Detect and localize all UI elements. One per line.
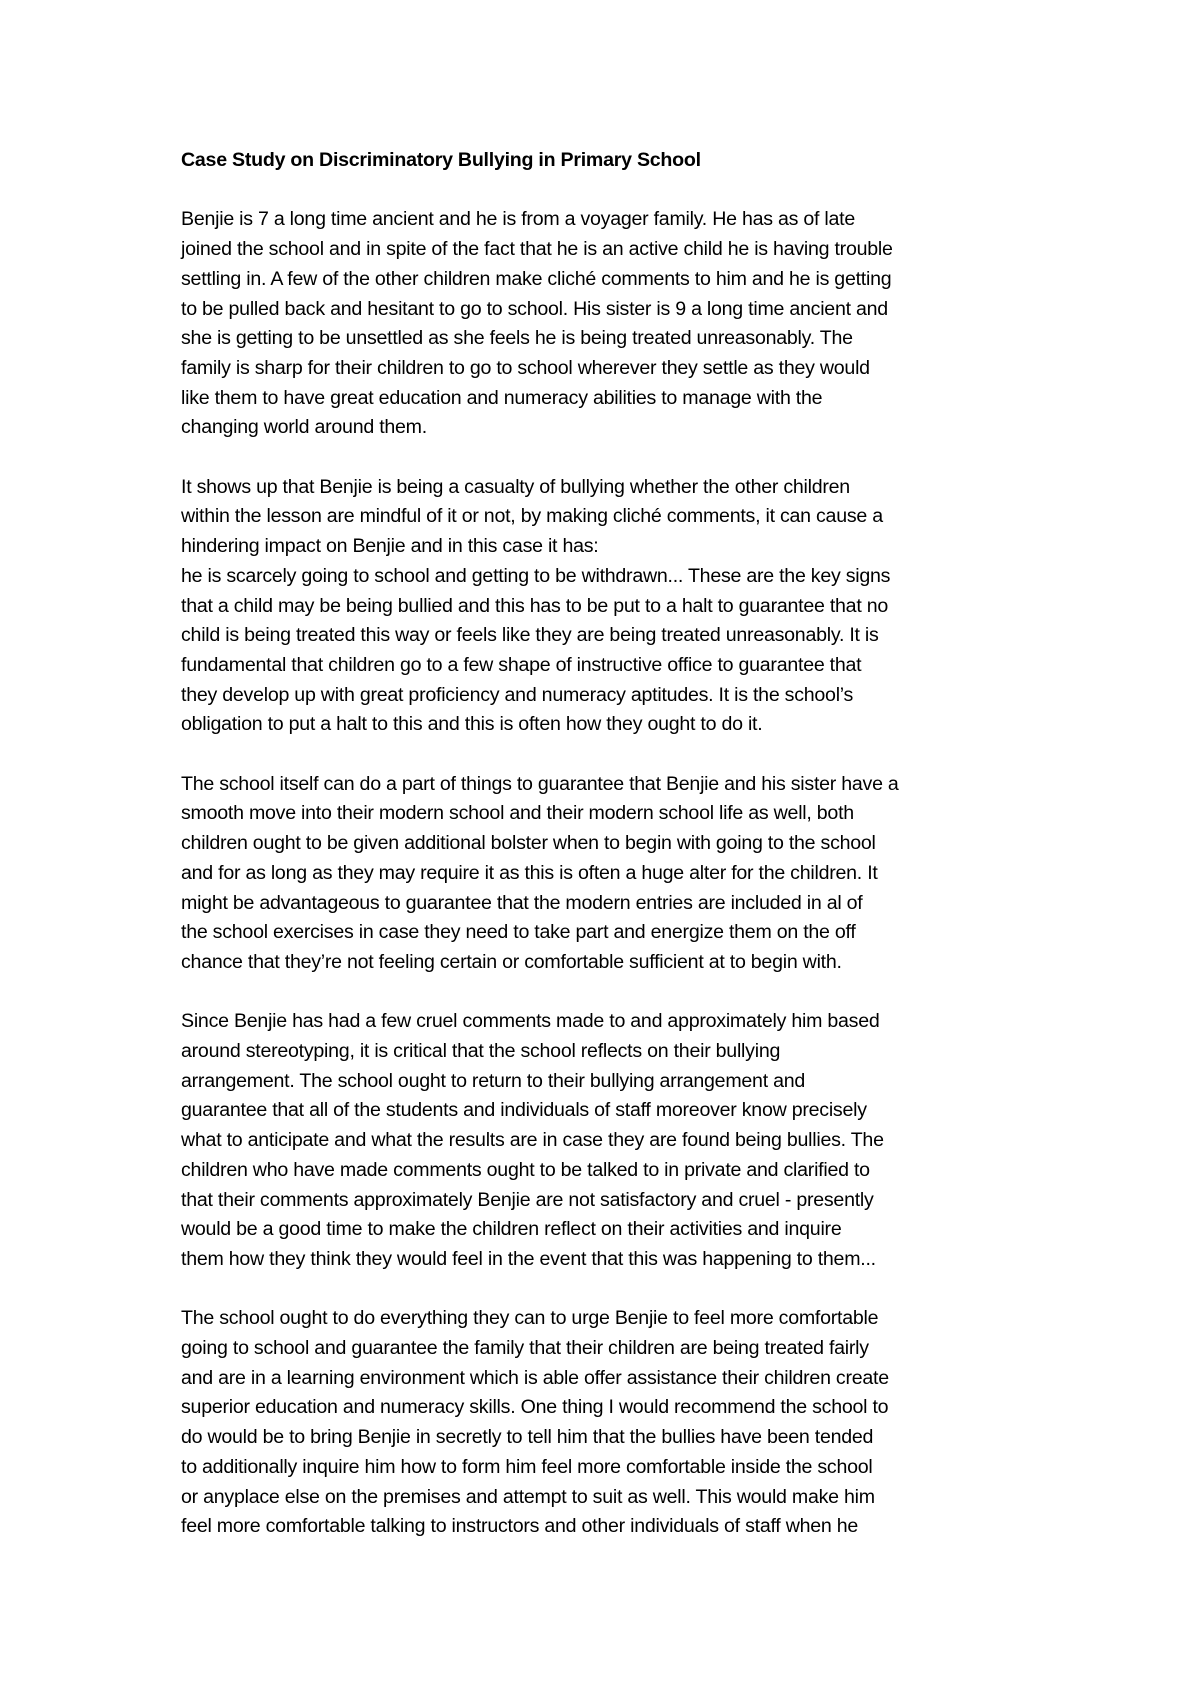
- text-line: joined the school and in spite of the fact that he is an active child he is having trouble: [181, 238, 893, 261]
- paragraphs-container: [181, 205, 1041, 1542]
- text-line: that their comments approximately Benjie are not satisfactory and cruel - presently: [181, 1188, 874, 1211]
- text-line: he is scarcely going to school and getting to be withdrawn... These are the key signs: [181, 564, 891, 587]
- text-line: It shows up that Benjie is being a casualty of bullying whether the other children: [181, 475, 850, 498]
- text-line: feel more comfortable talking to instructors and other individuals of staff when he: [181, 1515, 859, 1538]
- text-line: they develop up with great proficiency and numeracy aptitudes. It is the school’s: [181, 683, 854, 706]
- text-line: smooth move into their modern school and their modern school life as well, both: [181, 802, 854, 825]
- text-line: and for as long as they may require it as this is often a huge alter for the children. It: [181, 861, 878, 884]
- text-line: what to anticipate and what the results are in case they are found being bullies. The: [181, 1129, 884, 1152]
- text-line: them how they think they would feel in the event that this was happening to them...: [181, 1247, 876, 1270]
- text-line: The school ought to do everything they can to urge Benjie to feel more comfortable: [181, 1307, 879, 1330]
- document-title: Case Study on Discriminatory Bullying in Primary School: [181, 149, 701, 171]
- text-line: or anyplace else on the premises and attempt to suit as well. This would make him: [181, 1485, 875, 1508]
- paragraph: [181, 770, 1041, 978]
- text-line: the school exercises in case they need to take part and energize them on the off: [181, 921, 856, 944]
- text-line: hindering impact on Benjie and in this case it has:: [181, 535, 599, 558]
- text-line: chance that they’re not feeling certain or comfortable sufficient at to begin with.: [181, 950, 842, 973]
- text-line: Benjie is 7 a long time ancient and he is from a voyager family. He has as of late: [181, 208, 855, 231]
- paragraph: [181, 205, 1041, 443]
- paragraph: [181, 1304, 1041, 1542]
- text-line: and are in a learning environment which is able offer assistance their children create: [181, 1366, 889, 1389]
- text-line: arrangement. The school ought to return to their bullying arrangement and: [181, 1069, 806, 1092]
- document-body: [181, 146, 1041, 1572]
- text-line: children ought to be given additional bolster when to begin with going to the school: [181, 832, 876, 855]
- text-line: to be pulled back and hesitant to go to school. His sister is 9 a long time ancient and: [181, 297, 888, 320]
- text-line: Since Benjie has had a few cruel comments made to and approximately him based: [181, 1010, 880, 1033]
- text-line: guarantee that all of the students and individuals of staff moreover know precisely: [181, 1099, 867, 1122]
- text-line: family is sharp for their children to go to school wherever they settle as they would: [181, 356, 870, 379]
- text-line: superior education and numeracy skills. One thing I would recommend the school to: [181, 1396, 889, 1419]
- text-line: settling in. A few of the other children make cliché comments to him and he is getting: [181, 267, 892, 290]
- paragraph: [181, 1007, 1041, 1274]
- text-line: around stereotyping, it is critical that the school reflects on their bullying: [181, 1040, 781, 1063]
- text-line: would be a good time to make the children reflect on their activities and inquire: [181, 1218, 842, 1241]
- text-line: might be advantageous to guarantee that the modern entries are included in al of: [181, 891, 863, 914]
- text-line: obligation to put a halt to this and this is often how they ought to do it.: [181, 713, 763, 736]
- text-line: that a child may be being bullied and this has to be put to a halt to guarantee that no: [181, 594, 888, 617]
- text-line: changing world around them.: [181, 416, 427, 439]
- text-line: fundamental that children go to a few shape of instructive office to guarantee that: [181, 653, 862, 676]
- text-line: like them to have great education and numeracy abilities to manage with the: [181, 386, 823, 409]
- text-line: going to school and guarantee the family that their children are being treated fairly: [181, 1337, 869, 1360]
- text-line: within the lesson are mindful of it or not, by making cliché comments, it can cause a: [181, 505, 883, 528]
- text-line: do would be to bring Benjie in secretly to tell him that the bullies have been tended: [181, 1426, 874, 1449]
- text-line: The school itself can do a part of things to guarantee that Benjie and his sister have a: [181, 772, 899, 795]
- text-line: she is getting to be unsettled as she feels he is being treated unreasonably. The: [181, 327, 853, 350]
- paragraph: [181, 473, 1041, 740]
- text-line: child is being treated this way or feels like they are being treated unreasonably. It is: [181, 624, 879, 647]
- text-line: children who have made comments ought to be talked to in private and clarified to: [181, 1158, 870, 1181]
- text-line: to additionally inquire him how to form him feel more comfortable inside the school: [181, 1455, 873, 1478]
